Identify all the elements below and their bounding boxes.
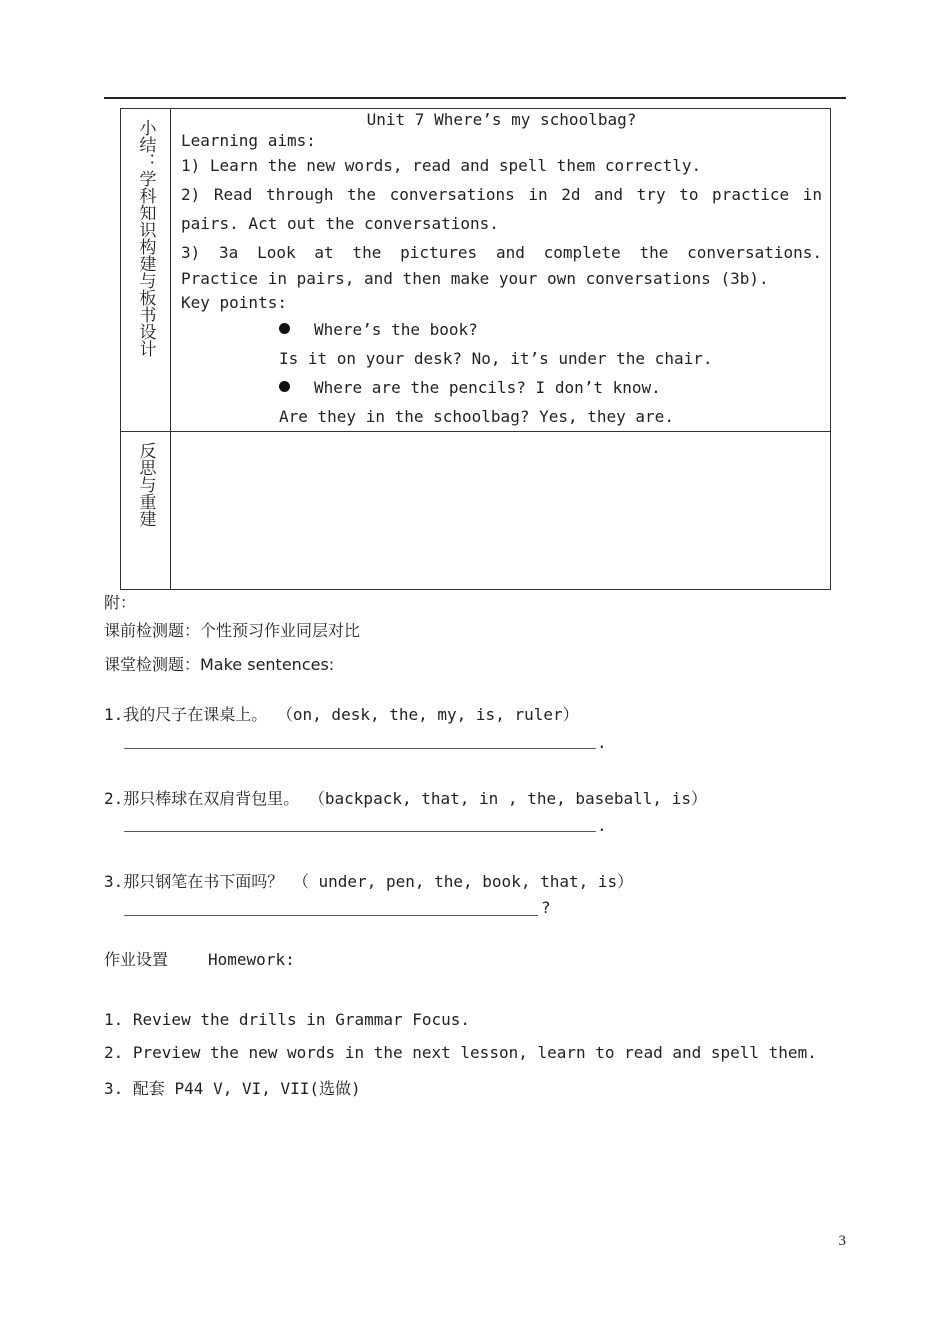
lesson-table	[120, 108, 831, 590]
reflection-row	[121, 432, 831, 590]
aim-3b: Practice in pairs, and then make your own conversations (3b).	[181, 269, 769, 288]
aim-3a: 3) 3a Look at the pictures and complete the conversations.	[181, 243, 822, 262]
answer-line-2[interactable]	[124, 831, 596, 832]
summary-side-cell	[121, 109, 171, 432]
aim-1: 1) Learn the new words, read and spell them correctly.	[181, 156, 702, 175]
key-point-2-answer: Are they in the schoolbag? Yes, they are.	[279, 407, 674, 426]
homework-item-1: 1. Review the drills in Grammar Focus.	[104, 1010, 471, 1029]
reflection-side-cell	[121, 432, 171, 590]
question-1: 1.我的尺子在课桌上。 （on, desk, the, my, is, ruler）	[104, 705, 579, 724]
aim-2b: pairs. Act out the conversations.	[181, 214, 499, 233]
inclass-test	[104, 652, 334, 675]
aim-2a: 2) Read through the conversations in 2d and try to practice in	[181, 185, 822, 204]
key-point-2	[181, 373, 822, 402]
homework-item-2: 2. Preview the new words in the next lesson, learn to read and spell them.	[104, 1043, 817, 1062]
summary-side-label: 小结：学科知识构建与板书设计	[135, 119, 156, 357]
homework-label: 作业设置	[104, 950, 169, 969]
header-rule	[104, 97, 846, 99]
preclass-test: 课前检测题：个性预习作业同层对比	[104, 621, 361, 640]
answer-line-3[interactable]	[124, 915, 538, 916]
summary-content-cell	[171, 109, 831, 432]
key-point-1	[181, 315, 822, 344]
answer-3-end: ?	[541, 898, 551, 917]
reflection-content-cell	[171, 432, 831, 590]
unit-title: Unit 7 Where’s my schoolbag?	[366, 110, 637, 129]
homework-heading	[104, 947, 295, 970]
question-2: 2.那只棒球在双肩背包里。 （backpack, that, in , the, baseball, is）	[104, 789, 707, 808]
reflection-side-label: 反思与重建	[135, 442, 156, 527]
key-point-2-text: Where are the pencils? I don’t know.	[314, 378, 661, 397]
aims-heading: Learning aims:	[181, 131, 316, 150]
bullet-icon	[279, 381, 290, 392]
summary-row	[121, 109, 831, 432]
homework-item-3: 3. 配套 P44 V, VI, VII(选做)	[104, 1079, 361, 1098]
page-number: 3	[838, 1233, 846, 1249]
key-points-heading: Key points:	[181, 293, 287, 312]
homework-label-en: Homework:	[208, 950, 295, 969]
key-point-1-answer: Is it on your desk? No, it’s under the chair.	[279, 349, 713, 368]
key-point-1-text: Where’s the book?	[314, 320, 478, 339]
answer-2-end: .	[597, 816, 607, 835]
bullet-icon	[279, 323, 290, 334]
answer-1-end: .	[597, 733, 607, 752]
question-3: 3.那只钢笔在书下面吗？ （ under, pen, the, book, that, is）	[104, 872, 634, 891]
appendix-label: 附：	[104, 593, 137, 612]
inclass-test-text: 课堂检测题：Make sentences:	[104, 655, 335, 674]
answer-line-1[interactable]	[124, 748, 596, 749]
